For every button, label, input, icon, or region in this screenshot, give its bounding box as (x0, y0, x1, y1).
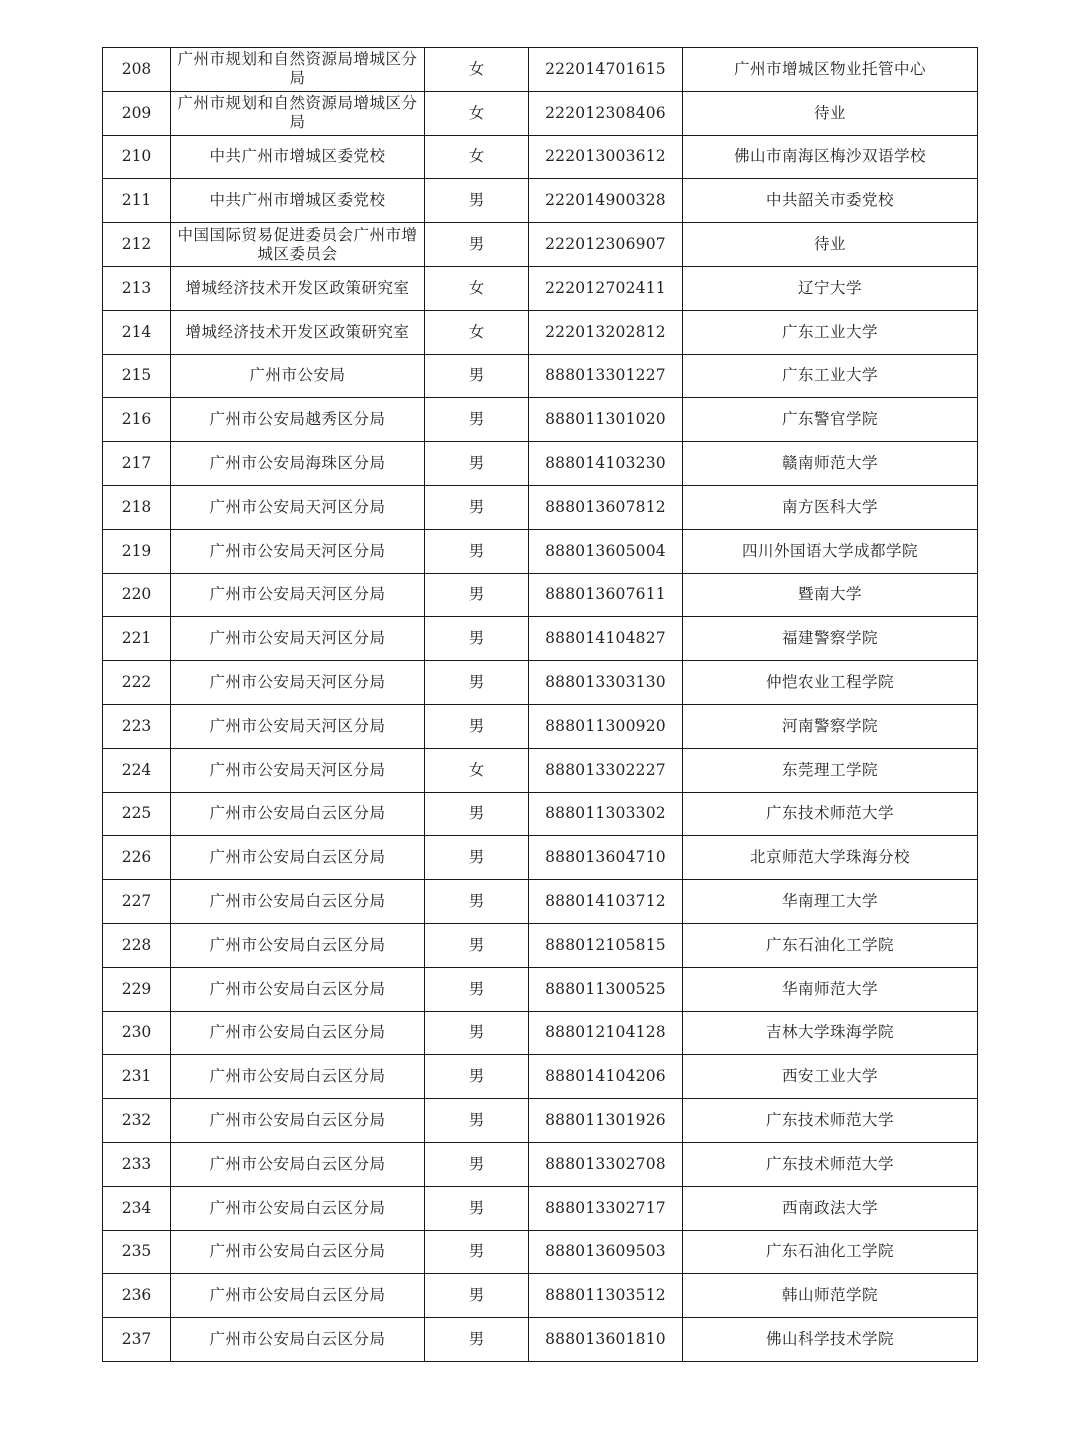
current-organization-cell: 广州市增城区物业托管中心 (683, 48, 978, 92)
employer-unit-cell: 广州市公安局白云区分局 (171, 1011, 425, 1055)
row-number-cell: 229 (103, 967, 171, 1011)
gender-cell: 男 (425, 223, 529, 267)
gender-cell: 男 (425, 1055, 529, 1099)
gender-cell: 男 (425, 1142, 529, 1186)
table-row (103, 442, 978, 486)
gender-cell: 男 (425, 880, 529, 924)
table-row (103, 1230, 978, 1274)
exam-number-cell: 888012105815 (529, 923, 683, 967)
employer-unit-cell: 广州市公安局白云区分局 (171, 836, 425, 880)
exam-number-cell: 222014701615 (529, 48, 683, 92)
table-row (103, 923, 978, 967)
table-row (103, 1055, 978, 1099)
employer-unit-cell: 广州市公安局天河区分局 (171, 529, 425, 573)
employer-unit-cell: 广州市规划和自然资源局增城区分局 (171, 48, 425, 92)
gender-cell: 男 (425, 398, 529, 442)
exam-number-cell: 222012702411 (529, 266, 683, 310)
exam-number-cell: 888011301020 (529, 398, 683, 442)
current-organization-cell: 华南师范大学 (683, 967, 978, 1011)
gender-cell: 女 (425, 91, 529, 135)
exam-number-cell: 222012308406 (529, 91, 683, 135)
current-organization-cell: 广东技术师范大学 (683, 792, 978, 836)
table-row (103, 661, 978, 705)
table-row (103, 266, 978, 310)
current-organization-cell: 华南理工大学 (683, 880, 978, 924)
exam-number-cell: 888014104827 (529, 617, 683, 661)
row-number-cell: 226 (103, 836, 171, 880)
employer-unit-cell: 广州市公安局天河区分局 (171, 485, 425, 529)
row-number-cell: 236 (103, 1274, 171, 1318)
gender-cell: 男 (425, 617, 529, 661)
current-organization-cell: 佛山市南海区梅沙双语学校 (683, 135, 978, 179)
current-organization-cell: 中共韶关市委党校 (683, 179, 978, 223)
exam-number-cell: 222012306907 (529, 223, 683, 267)
row-number-cell: 208 (103, 48, 171, 92)
employer-unit-cell: 中共广州市增城区委党校 (171, 135, 425, 179)
gender-cell: 女 (425, 135, 529, 179)
current-organization-cell: 北京师范大学珠海分校 (683, 836, 978, 880)
row-number-cell: 221 (103, 617, 171, 661)
gender-cell: 男 (425, 354, 529, 398)
table-row (103, 310, 978, 354)
employer-unit-cell: 广州市公安局白云区分局 (171, 967, 425, 1011)
exam-number-cell: 888011300525 (529, 967, 683, 1011)
roster-table-body (103, 48, 978, 1362)
current-organization-cell: 韩山师范学院 (683, 1274, 978, 1318)
employer-unit-cell: 广州市公安局 (171, 354, 425, 398)
employer-unit-cell: 广州市公安局白云区分局 (171, 1274, 425, 1318)
employer-unit-cell: 广州市公安局白云区分局 (171, 1230, 425, 1274)
table-row (103, 836, 978, 880)
exam-number-cell: 888013601810 (529, 1318, 683, 1362)
table-row (103, 91, 978, 135)
gender-cell: 男 (425, 179, 529, 223)
employer-unit-cell: 广州市规划和自然资源局增城区分局 (171, 91, 425, 135)
current-organization-cell: 南方医科大学 (683, 485, 978, 529)
roster-table (102, 47, 978, 1362)
row-number-cell: 235 (103, 1230, 171, 1274)
exam-number-cell: 888013607812 (529, 485, 683, 529)
table-row (103, 880, 978, 924)
row-number-cell: 222 (103, 661, 171, 705)
table-row (103, 485, 978, 529)
exam-number-cell: 888013607611 (529, 573, 683, 617)
gender-cell: 男 (425, 529, 529, 573)
employer-unit-cell: 增城经济技术开发区政策研究室 (171, 266, 425, 310)
row-number-cell: 216 (103, 398, 171, 442)
row-number-cell: 233 (103, 1142, 171, 1186)
gender-cell: 男 (425, 1318, 529, 1362)
table-row (103, 354, 978, 398)
exam-number-cell: 222013003612 (529, 135, 683, 179)
employer-unit-cell: 广州市公安局白云区分局 (171, 880, 425, 924)
row-number-cell: 215 (103, 354, 171, 398)
row-number-cell: 231 (103, 1055, 171, 1099)
employer-unit-cell: 广州市公安局白云区分局 (171, 1318, 425, 1362)
table-row (103, 1142, 978, 1186)
table-row (103, 135, 978, 179)
current-organization-cell: 暨南大学 (683, 573, 978, 617)
row-number-cell: 232 (103, 1099, 171, 1143)
exam-number-cell: 888014103712 (529, 880, 683, 924)
gender-cell: 男 (425, 1099, 529, 1143)
gender-cell: 女 (425, 310, 529, 354)
table-row (103, 617, 978, 661)
row-number-cell: 209 (103, 91, 171, 135)
current-organization-cell: 西南政法大学 (683, 1186, 978, 1230)
row-number-cell: 218 (103, 485, 171, 529)
row-number-cell: 217 (103, 442, 171, 486)
current-organization-cell: 河南警察学院 (683, 704, 978, 748)
gender-cell: 男 (425, 1274, 529, 1318)
row-number-cell: 219 (103, 529, 171, 573)
gender-cell: 男 (425, 923, 529, 967)
row-number-cell: 211 (103, 179, 171, 223)
current-organization-cell: 佛山科学技术学院 (683, 1318, 978, 1362)
employer-unit-cell: 广州市公安局天河区分局 (171, 661, 425, 705)
current-organization-cell: 辽宁大学 (683, 266, 978, 310)
row-number-cell: 225 (103, 792, 171, 836)
table-row (103, 48, 978, 92)
employer-unit-cell: 广州市公安局白云区分局 (171, 1186, 425, 1230)
gender-cell: 男 (425, 704, 529, 748)
row-number-cell: 228 (103, 923, 171, 967)
table-row (103, 1274, 978, 1318)
row-number-cell: 212 (103, 223, 171, 267)
exam-number-cell: 222013202812 (529, 310, 683, 354)
employer-unit-cell: 广州市公安局白云区分局 (171, 1055, 425, 1099)
row-number-cell: 223 (103, 704, 171, 748)
exam-number-cell: 888014103230 (529, 442, 683, 486)
row-number-cell: 227 (103, 880, 171, 924)
gender-cell: 男 (425, 836, 529, 880)
gender-cell: 男 (425, 661, 529, 705)
table-row (103, 179, 978, 223)
exam-number-cell: 888014104206 (529, 1055, 683, 1099)
row-number-cell: 230 (103, 1011, 171, 1055)
row-number-cell: 237 (103, 1318, 171, 1362)
table-row (103, 792, 978, 836)
exam-number-cell: 888013302717 (529, 1186, 683, 1230)
current-organization-cell: 四川外国语大学成都学院 (683, 529, 978, 573)
current-organization-cell: 广东警官学院 (683, 398, 978, 442)
exam-number-cell: 888013301227 (529, 354, 683, 398)
current-organization-cell: 待业 (683, 223, 978, 267)
gender-cell: 男 (425, 1230, 529, 1274)
row-number-cell: 220 (103, 573, 171, 617)
exam-number-cell: 222014900328 (529, 179, 683, 223)
table-row (103, 967, 978, 1011)
employer-unit-cell: 增城经济技术开发区政策研究室 (171, 310, 425, 354)
table-row (103, 1011, 978, 1055)
employer-unit-cell: 广州市公安局天河区分局 (171, 704, 425, 748)
row-number-cell: 234 (103, 1186, 171, 1230)
current-organization-cell: 仲恺农业工程学院 (683, 661, 978, 705)
table-row (103, 529, 978, 573)
gender-cell: 男 (425, 573, 529, 617)
table-row (103, 704, 978, 748)
employer-unit-cell: 广州市公安局海珠区分局 (171, 442, 425, 486)
table-row (103, 1318, 978, 1362)
row-number-cell: 210 (103, 135, 171, 179)
exam-number-cell: 888011301926 (529, 1099, 683, 1143)
table-row (103, 398, 978, 442)
table-row (103, 748, 978, 792)
employer-unit-cell: 中共广州市增城区委党校 (171, 179, 425, 223)
current-organization-cell: 吉林大学珠海学院 (683, 1011, 978, 1055)
current-organization-cell: 东莞理工学院 (683, 748, 978, 792)
employer-unit-cell: 广州市公安局白云区分局 (171, 792, 425, 836)
gender-cell: 男 (425, 442, 529, 486)
exam-number-cell: 888011300920 (529, 704, 683, 748)
employer-unit-cell: 广州市公安局天河区分局 (171, 748, 425, 792)
employer-unit-cell: 广州市公安局越秀区分局 (171, 398, 425, 442)
exam-number-cell: 888013609503 (529, 1230, 683, 1274)
exam-number-cell: 888011303302 (529, 792, 683, 836)
table-row (103, 1099, 978, 1143)
row-number-cell: 224 (103, 748, 171, 792)
gender-cell: 男 (425, 485, 529, 529)
employer-unit-cell: 广州市公安局天河区分局 (171, 617, 425, 661)
current-organization-cell: 赣南师范大学 (683, 442, 978, 486)
exam-number-cell: 888013604710 (529, 836, 683, 880)
exam-number-cell: 888011303512 (529, 1274, 683, 1318)
employer-unit-cell: 广州市公安局天河区分局 (171, 573, 425, 617)
exam-number-cell: 888013302708 (529, 1142, 683, 1186)
gender-cell: 男 (425, 967, 529, 1011)
gender-cell: 女 (425, 266, 529, 310)
gender-cell: 男 (425, 792, 529, 836)
exam-number-cell: 888013303130 (529, 661, 683, 705)
exam-number-cell: 888013605004 (529, 529, 683, 573)
table-row (103, 223, 978, 267)
row-number-cell: 213 (103, 266, 171, 310)
employer-unit-cell: 广州市公安局白云区分局 (171, 1099, 425, 1143)
current-organization-cell: 福建警察学院 (683, 617, 978, 661)
current-organization-cell: 广东技术师范大学 (683, 1099, 978, 1143)
gender-cell: 男 (425, 1011, 529, 1055)
employer-unit-cell: 中国国际贸易促进委员会广州市增城区委员会 (171, 223, 425, 267)
gender-cell: 男 (425, 1186, 529, 1230)
employer-unit-cell: 广州市公安局白云区分局 (171, 923, 425, 967)
table-row (103, 573, 978, 617)
current-organization-cell: 待业 (683, 91, 978, 135)
row-number-cell: 214 (103, 310, 171, 354)
current-organization-cell: 广东工业大学 (683, 310, 978, 354)
current-organization-cell: 广东技术师范大学 (683, 1142, 978, 1186)
exam-number-cell: 888012104128 (529, 1011, 683, 1055)
table-row (103, 1186, 978, 1230)
current-organization-cell: 广东工业大学 (683, 354, 978, 398)
gender-cell: 女 (425, 748, 529, 792)
employer-unit-cell: 广州市公安局白云区分局 (171, 1142, 425, 1186)
current-organization-cell: 广东石油化工学院 (683, 1230, 978, 1274)
current-organization-cell: 广东石油化工学院 (683, 923, 978, 967)
current-organization-cell: 西安工业大学 (683, 1055, 978, 1099)
exam-number-cell: 888013302227 (529, 748, 683, 792)
gender-cell: 女 (425, 48, 529, 92)
